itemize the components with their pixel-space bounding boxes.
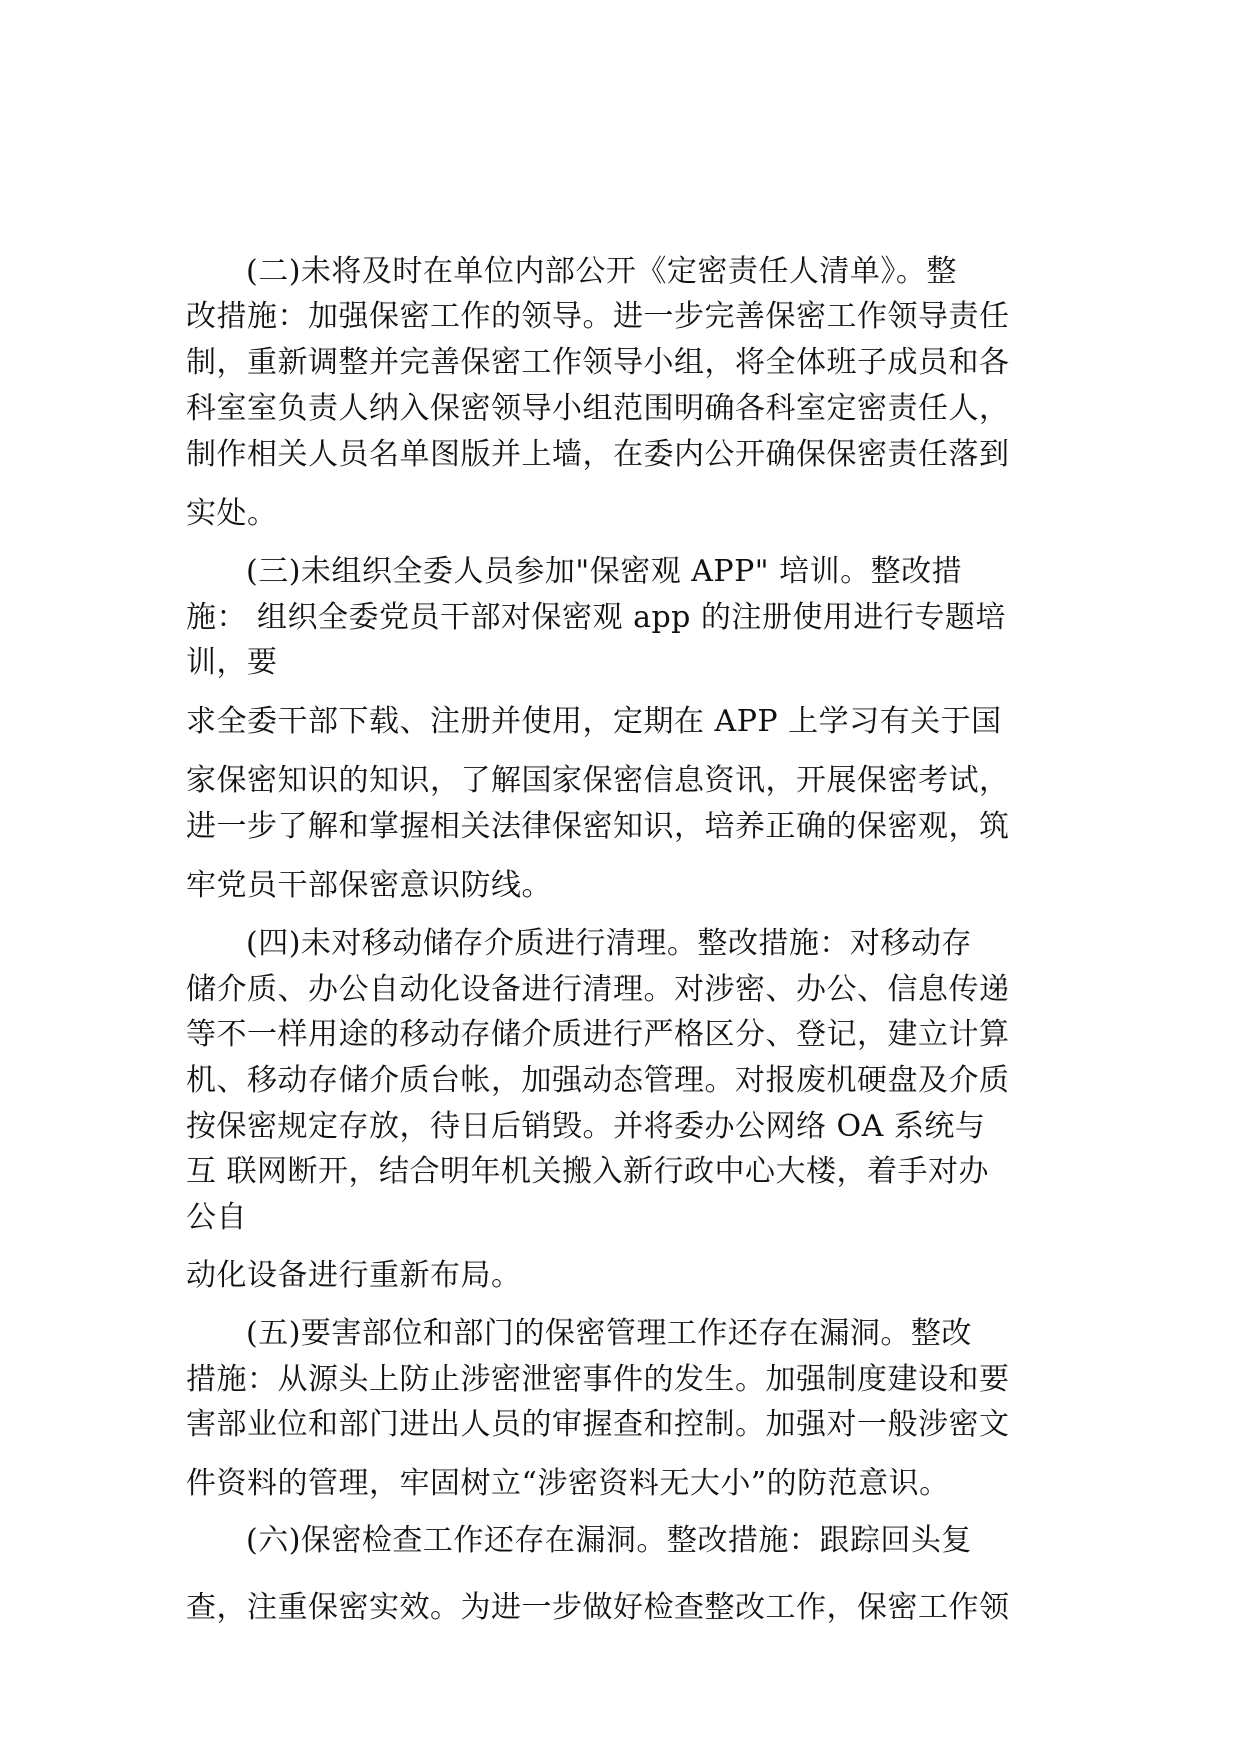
- text-line: 科室室负责人纳入保密领导小组范围明确各科室定密责任人，: [186, 391, 1010, 426]
- text-line: 按保密规定存放，待日后销毁。并将委办公网络 OA 系统与: [186, 1109, 986, 1144]
- text-line: 制作相关人员名单图版并上墙，在委内公开确保保密责任落到: [186, 437, 1010, 472]
- text-line: 互 联网断开，结合明年机关搬入新行政中心大楼，着手对办: [186, 1154, 990, 1189]
- text-line: (三)未组织全委人员参加"保密观 APP" 培训。整改措: [246, 554, 963, 589]
- text-line: (四)未对移动储存介质进行清理。整改措施：对移动存: [246, 926, 972, 961]
- text-line: 牢党员干部保密意识防线。: [186, 868, 552, 903]
- text-line: 训，要: [186, 645, 278, 680]
- text-line: 求全委干部下载、注册并使用，定期在 APP 上学习有关于国: [186, 704, 1002, 739]
- text-line: 施： 组织全委党员干部对保密观 app 的注册使用进行专题培: [186, 600, 1006, 635]
- text-line: 害部业位和部门进出人员的审握查和控制。加强对一般涉密文: [186, 1407, 1010, 1442]
- text-line: 措施：从源头上防止涉密泄密事件的发生。加强制度建设和要: [186, 1362, 1010, 1397]
- text-line: (二)未将及时在单位内部公开《定密责任人清单》。整: [246, 254, 957, 289]
- text-line: 实处。: [186, 496, 278, 531]
- text-line: 等不一样用途的移动存储介质进行严格区分、登记，建立计算: [186, 1017, 1010, 1052]
- text-line: 公自: [186, 1200, 247, 1235]
- text-line: 查，注重保密实效。为进一步做好检查整改工作，保密工作领: [186, 1590, 1010, 1625]
- text-line: 件资料的管理，牢固树立“涉密资料无大小”的防范意识。: [186, 1466, 950, 1501]
- text-line: 改措施：加强保密工作的领导。进一步完善保密工作领导责任: [186, 299, 1010, 334]
- text-line: 家保密知识的知识，了解国家保密信息资讯，开展保密考试，: [186, 763, 1010, 798]
- text-line: (五)要害部位和部门的保密管理工作还存在漏洞。整改: [246, 1316, 972, 1351]
- text-line: 制，重新调整并完善保密工作领导小组，将全体班子成员和各: [186, 345, 1010, 380]
- text-line: (六)保密检查工作还存在漏洞。整改措施：跟踪回头复: [246, 1523, 972, 1558]
- text-line: 进一步了解和掌握相关法律保密知识，培养正确的保密观，筑: [186, 809, 1010, 844]
- text-line: 储介质、办公自动化设备进行清理。对涉密、办公、信息传递: [186, 972, 1010, 1007]
- text-line: 机、移动存储介质台帐，加强动态管理。对报废机硬盘及介质: [186, 1063, 1010, 1098]
- text-line: 动化设备进行重新布局。: [186, 1258, 522, 1293]
